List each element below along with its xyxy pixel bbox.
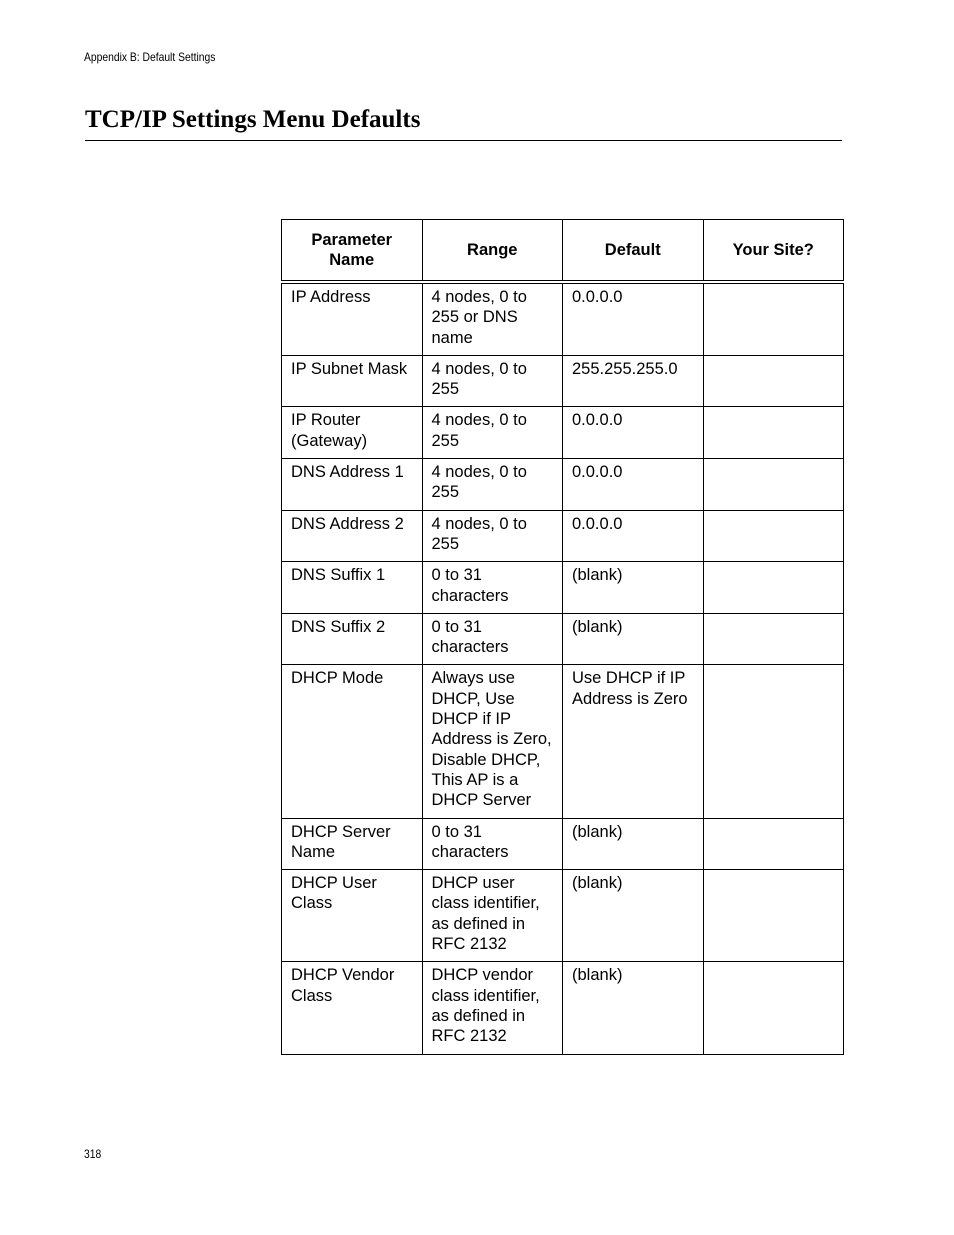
column-header-your-site: Your Site? bbox=[703, 220, 844, 283]
cell-default: (blank) bbox=[563, 613, 704, 665]
cell-your-site bbox=[703, 818, 844, 870]
cell-parameter: DNS Address 2 bbox=[282, 510, 423, 562]
cell-default: 0.0.0.0 bbox=[563, 282, 704, 355]
table-row bbox=[282, 870, 844, 962]
column-header-parameter-name: Parameter Name bbox=[282, 220, 423, 283]
cell-your-site bbox=[703, 282, 844, 355]
cell-range: 4 nodes, 0 to 255 bbox=[422, 407, 563, 459]
cell-your-site bbox=[703, 962, 844, 1054]
cell-parameter: DNS Suffix 1 bbox=[282, 562, 423, 614]
cell-range: 0 to 31 characters bbox=[422, 613, 563, 665]
cell-range: Always use DHCP, Use DHCP if IP Address is Zero, Disable DHCP, This AP is a DHCP Server bbox=[422, 665, 563, 818]
cell-default: 0.0.0.0 bbox=[563, 459, 704, 511]
defaults-table bbox=[281, 219, 844, 1055]
cell-default: 0.0.0.0 bbox=[563, 510, 704, 562]
cell-default: 255.255.255.0 bbox=[563, 355, 704, 407]
cell-your-site bbox=[703, 459, 844, 511]
cell-range: 4 nodes, 0 to 255 bbox=[422, 459, 563, 511]
cell-parameter: DNS Address 1 bbox=[282, 459, 423, 511]
table-row bbox=[282, 613, 844, 665]
table-row bbox=[282, 282, 844, 355]
cell-range: DHCP user class identifier, as defined in RFC 2132 bbox=[422, 870, 563, 962]
cell-parameter: IP Address bbox=[282, 282, 423, 355]
cell-default: (blank) bbox=[563, 562, 704, 614]
cell-your-site bbox=[703, 665, 844, 818]
cell-range: 0 to 31 characters bbox=[422, 818, 563, 870]
cell-your-site bbox=[703, 870, 844, 962]
cell-parameter: DHCP Mode bbox=[282, 665, 423, 818]
table-row bbox=[282, 818, 844, 870]
cell-parameter: DHCP Server Name bbox=[282, 818, 423, 870]
cell-range: DHCP vendor class identifier, as defined in RFC 2132 bbox=[422, 962, 563, 1054]
section-title: TCP/IP Settings Menu Defaults bbox=[85, 106, 421, 133]
cell-range: 4 nodes, 0 to 255 bbox=[422, 355, 563, 407]
cell-parameter: DHCP User Class bbox=[282, 870, 423, 962]
table-row bbox=[282, 562, 844, 614]
cell-range: 0 to 31 characters bbox=[422, 562, 563, 614]
title-rule bbox=[85, 140, 842, 141]
table-row bbox=[282, 459, 844, 511]
cell-range: 4 nodes, 0 to 255 bbox=[422, 510, 563, 562]
cell-default: 0.0.0.0 bbox=[563, 407, 704, 459]
table-row bbox=[282, 355, 844, 407]
cell-your-site bbox=[703, 355, 844, 407]
table-row bbox=[282, 510, 844, 562]
cell-your-site bbox=[703, 510, 844, 562]
cell-range: 4 nodes, 0 to 255 or DNS name bbox=[422, 282, 563, 355]
cell-parameter: IP Subnet Mask bbox=[282, 355, 423, 407]
cell-default: (blank) bbox=[563, 962, 704, 1054]
cell-parameter: DNS Suffix 2 bbox=[282, 613, 423, 665]
table-row bbox=[282, 407, 844, 459]
table-row bbox=[282, 665, 844, 818]
running-header: Appendix B: Default Settings bbox=[84, 50, 216, 64]
page-number: 318 bbox=[84, 1147, 102, 1161]
cell-default: (blank) bbox=[563, 870, 704, 962]
cell-default: (blank) bbox=[563, 818, 704, 870]
cell-your-site bbox=[703, 407, 844, 459]
cell-parameter: IP Router (Gateway) bbox=[282, 407, 423, 459]
cell-default: Use DHCP if IP Address is Zero bbox=[563, 665, 704, 818]
table-header-row bbox=[282, 220, 844, 283]
table-row bbox=[282, 962, 844, 1054]
cell-your-site bbox=[703, 562, 844, 614]
cell-parameter: DHCP Vendor Class bbox=[282, 962, 423, 1054]
column-header-range: Range bbox=[422, 220, 563, 283]
column-header-default: Default bbox=[563, 220, 704, 283]
cell-your-site bbox=[703, 613, 844, 665]
